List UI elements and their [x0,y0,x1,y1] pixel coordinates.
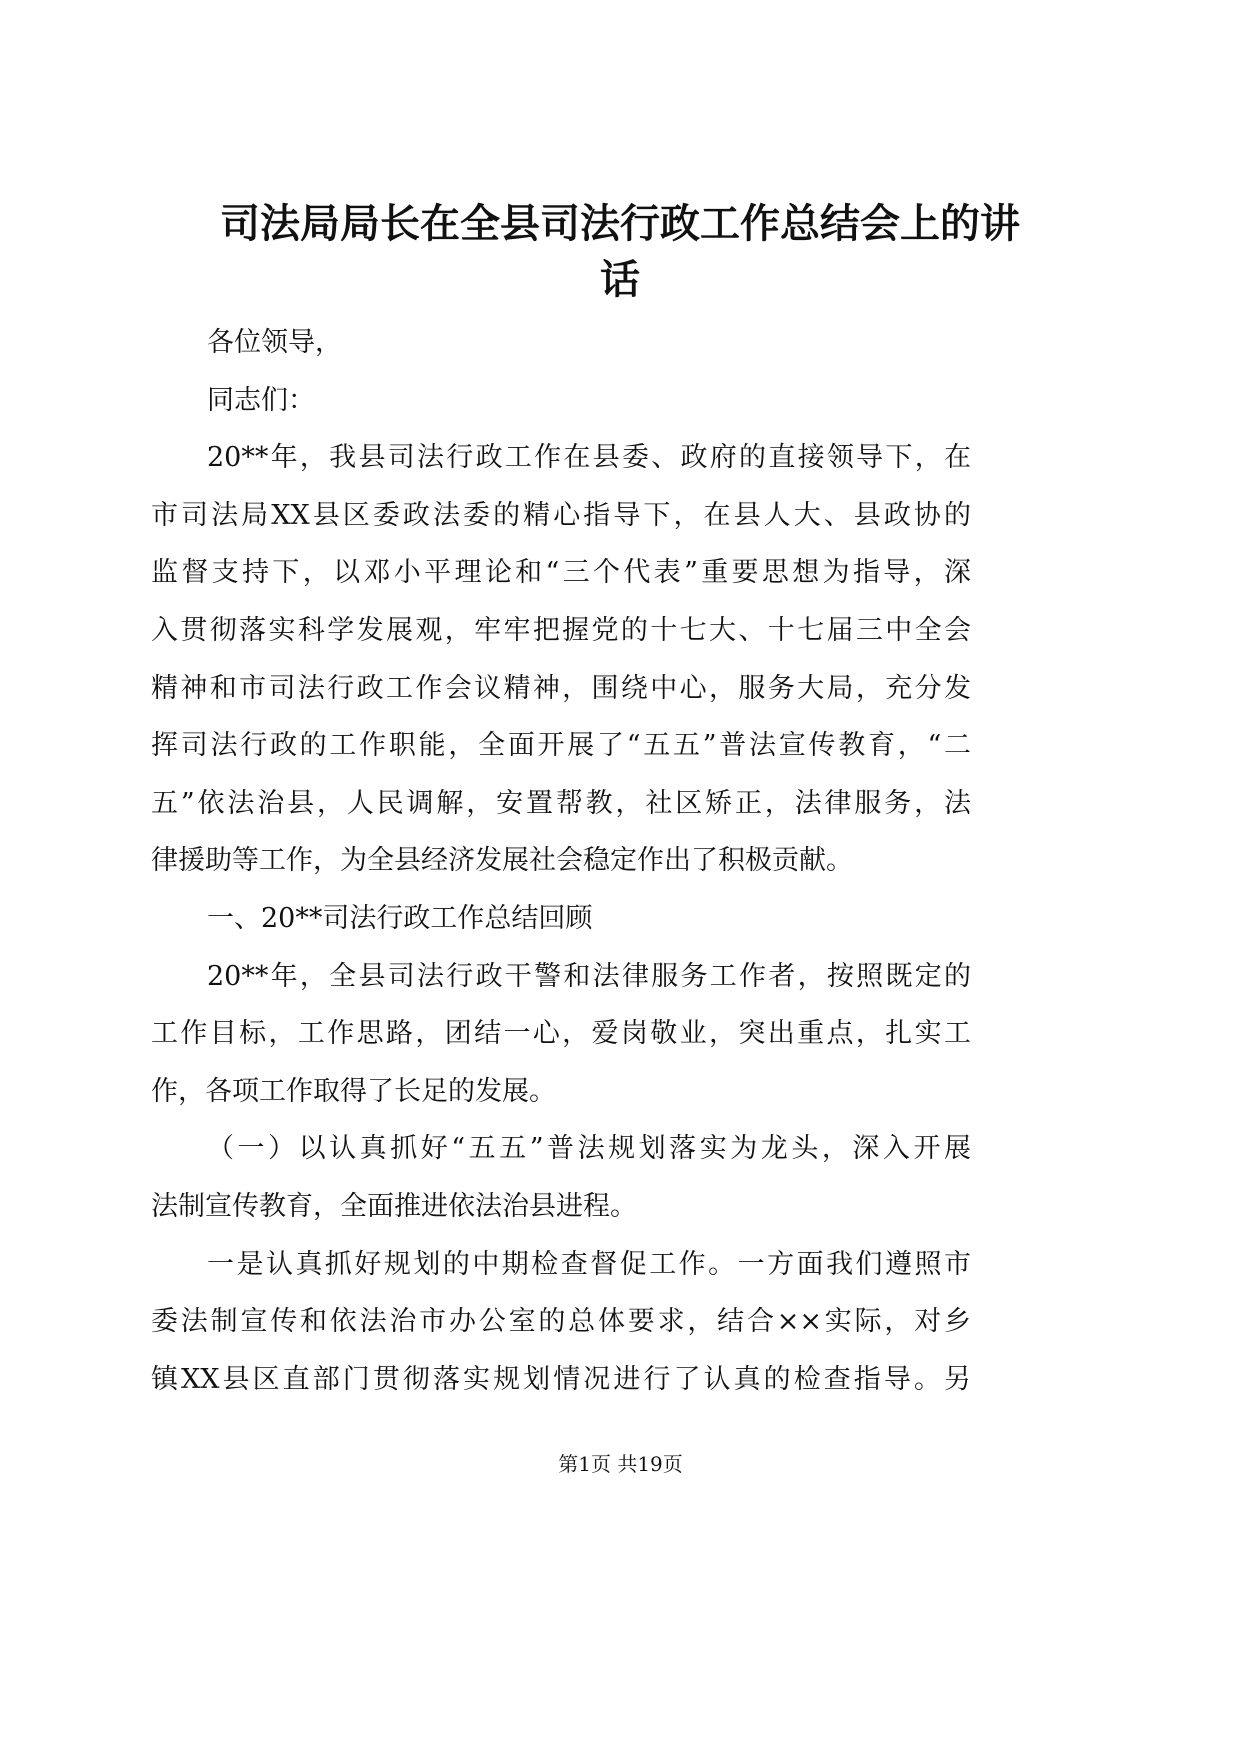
title-line-2: 话 [600,256,640,303]
text-line: 作，各项工作取得了长足的发展。 [151,1075,556,1107]
title-line-1: 司法局局长在全县司法行政工作总结会上的讲 [220,200,1020,247]
text-line: 监督支持下，以邓小平理论和“三个代表”重要思想为指导，深 [151,557,971,589]
text-line: 五”依法治县，人民调解，安置帮教，社区矫正，法律服务，法 [151,787,971,819]
text-line: 一、20**司法行政工作总结回顾 [207,902,593,934]
text-line: 各位领导， [207,327,342,358]
document-title [140,196,1100,308]
text-line: 20**年，全县司法行政干警和法律服务工作者，按照既定的 [207,960,971,992]
text-line: 镇XX县区直部门贯彻落实规划情况进行了认真的检查指导。另 [151,1363,971,1395]
page-footer: 第1页 共19页 [558,1452,683,1476]
text-line: 同志们： [207,384,315,416]
text-line: 法制宣传教育，全面推进依法治县进程。 [151,1190,637,1222]
text-line: 律援助等工作，为全县经济发展社会稳定作出了积极贡献。 [151,845,853,877]
text-line: 入贯彻落实科学发展观，牢牢把握党的十七大、十七届三中全会 [151,614,971,646]
text-line: 20**年，我县司法行政工作在县委、政府的直接领导下，在 [207,442,971,474]
text-line: 市司法局XX县区委政法委的精心指导下，在县人大、县政协的 [151,499,971,531]
text-line: 挥司法行政的工作职能，全面开展了“五五”普法宣传教育，“二 [151,730,971,762]
text-line: 委法制宣传和依法治市办公室的总体要求，结合××实际，对乡 [151,1306,971,1338]
text-line: 一是认真抓好规划的中期检查督促工作。一方面我们遵照市 [207,1248,971,1280]
document-body [151,314,971,1408]
text-line: 工作目标，工作思路，团结一心，爱岗敬业，突出重点，扎实工 [151,1018,971,1050]
text-line: （一）以认真抓好“五五”普法规划落实为龙头，深入开展 [207,1133,971,1165]
text-line: 精神和市司法行政工作会议精神，围绕中心，服务大局，充分发 [151,672,971,704]
